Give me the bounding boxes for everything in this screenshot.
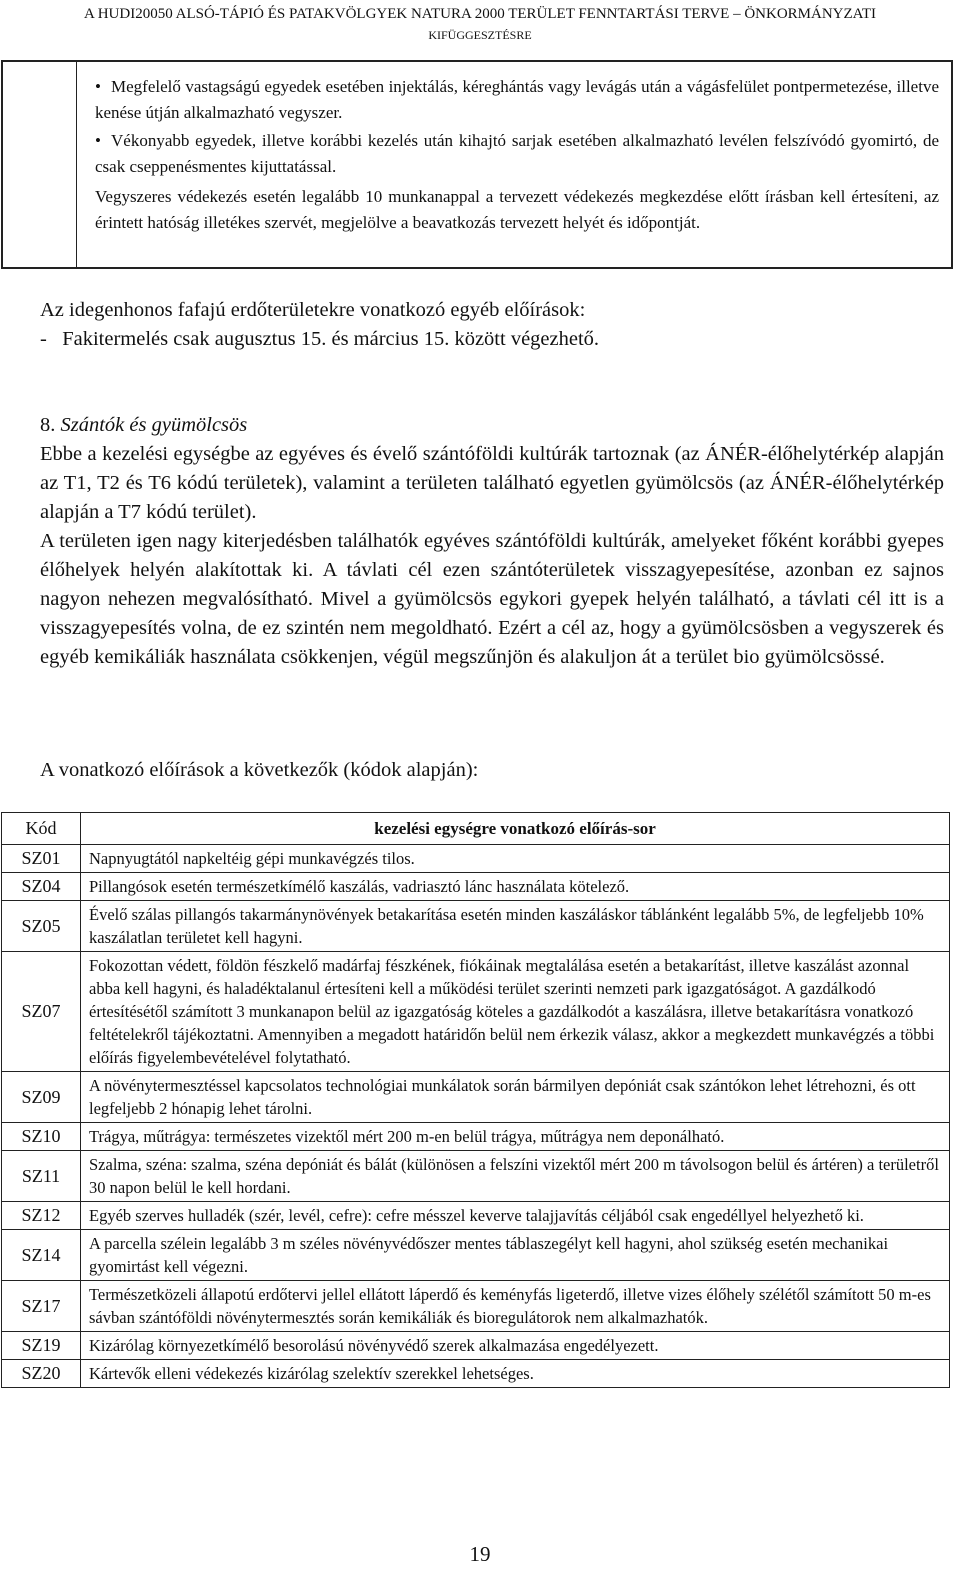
rule-code: SZ14: [2, 1230, 81, 1281]
section-paragraph: Ebbe a kezelési egységbe az egyéves és évelő szántóföldi kultúrák tartoznak (az ÁNÉR-élőhelytérkép alapján az T1, T2 és T6 kódú területek), valamint a területen található egyetlen gyümölcsös (az ÁNÉR-élőhelytérkép alapján a T7 kódú terület).: [40, 443, 944, 523]
rule-code: SZ20: [2, 1360, 81, 1388]
bullet-icon: •: [95, 131, 101, 150]
section-number: 8.: [40, 414, 56, 436]
rule-text: Évelő szálas pillangós takarmánynövények betakarítása esetén minden kaszáláskor táblánként legalább 5%, de legfeljebb 10% kaszálatlan területet kell hagyni.: [81, 901, 950, 952]
header-subtitle: KIFÜGGESZTÉSRE: [428, 28, 532, 42]
header-description: kezelési egységre vonatkozó előírás-sor: [81, 813, 950, 845]
foreign-rules-item: - Fakitermelés csak augusztus 15. és március 15. között végezhető.: [40, 328, 600, 350]
rule-text: Természetközeli állapotú erdőtervi jellel ellátott láperdő és keményfás ligeterdő, illetve vizes élőhely szélétől számított 50 m-es sávban szántóföldi növénytermesztés során kemikáliák és bioregulátorok nem alkalmazhatók.: [81, 1281, 950, 1332]
notification-note: Vegyszeres védekezés esetén legalább 10 munkanappal a tervezett védekezés megkezdése előtt írásban kell értesíteni, az érintett hatóság illetékes szervét, megjelölve a beavatkozás tervezett helyét és időpontját.: [95, 187, 939, 232]
rule-code: SZ10: [2, 1123, 81, 1151]
table-row: [2, 1230, 950, 1281]
bullet-text: Vékonyabb egyedek, illetve korábbi kezelés után kihajtó sarjak esetében alkalmazható levélen felszívódó gyomirtó, de csak cseppenésmentes kijuttatással.: [95, 131, 939, 176]
table-row: [2, 1332, 950, 1360]
rule-code: SZ04: [2, 873, 81, 901]
rule-code: SZ01: [2, 845, 81, 873]
rule-code: SZ17: [2, 1281, 81, 1332]
rules-table: [1, 812, 950, 1388]
rule-text: Napnyugtától napkeltéig gépi munkavégzés tilos.: [81, 845, 950, 873]
table-row: [2, 1123, 950, 1151]
section-paragraph: A területen igen nagy kiterjedésben találhatók egyéves szántóföldi kultúrák, amelyeket főként korábbi gyepes élőhelyek helyén alakítottak ki. A távlati cél ezen szántóterületek visszagyepesítése, azonban ez sajnos nagyon nehezen megvalósítható. Mivel a gyümölcsös egykori gyepek helyén található, a távlati cél itt is a visszagyepesítés volna, de ez szintén nem megoldható. Ezért a cél az, hogy a gyümölcsösben a vegyszerek és egyéb kemikáliák használata csökkenjen, végül megszűnjön és alakuljon át a terület bio gyümölcsössé.: [40, 530, 944, 668]
table-header-row: [2, 813, 950, 845]
page-number: 19: [469, 1542, 491, 1566]
foreign-rules-title: Az idegenhonos fafajú erdőterületekre vonatkozó egyéb előírások:: [40, 299, 586, 321]
rule-text: A növénytermesztéssel kapcsolatos technológiai munkálatok során bármilyen depóniát csak szántókon lehet létrehozni, és ott legfeljebb 2 hónapig lehet tárolni.: [81, 1072, 950, 1123]
rule-text: Fokozottan védett, földön fészkelő madárfaj fészkének, fiókáinak megtalálása esetén a betakarítást, illetve kaszálást azonnal abba kell hagyni, és haladéktalanul értesíteni kell a működési terület szerinti nemzeti park igazgatóságot. A gazdálkodó értesítésétől számított 3 munkanapon belül az igazgatóság köteles a gazdálkodót a kaszálásra, illetve betakarításra vonatkozó feltételekről tájékoztatni. Amennyiben a megadott határidőn belül nem érkezik válasz, akkor a megkezdett munkavégzés a többi előírás figyelembevételével folytatható.: [81, 952, 950, 1072]
bullet-item: [95, 74, 939, 126]
section-heading: [40, 411, 944, 440]
table-row: [2, 1202, 950, 1230]
table-row: [2, 1360, 950, 1388]
table-row: [2, 845, 950, 873]
box-divider: [76, 62, 77, 267]
section-8: [40, 411, 944, 672]
bullet-text: Megfelelő vastagságú egyedek esetében injektálás, kéreghántás vagy levágás után a vágásfelület pontpermetezése, illetve kenése útján alkalmazható vegyszer.: [95, 77, 939, 122]
rule-text: Pillangósok esetén természetkímélő kaszálás, vadriasztó lánc használata kötelező.: [81, 873, 950, 901]
rule-code: SZ05: [2, 901, 81, 952]
rules-body: [2, 845, 950, 1388]
table-row: [2, 901, 950, 952]
table-row: [2, 1072, 950, 1123]
table-row: [2, 952, 950, 1072]
rule-text: Szalma, széna: szalma, széna depóniát és bálát (különösen a felszíni vizektől mért 200 m távolsogon belül és ártéren) a területről 30 napon belül le kell hordani.: [81, 1151, 950, 1202]
header-title: A HUDI20050 ALSÓ-TÁPIÓ ÉS PATAKVÖLGYEK NATURA 2000 TERÜLET FENNTARTÁSI TERVE – ÖNKORMÁNYZATI: [83, 6, 877, 22]
table-row: [2, 1151, 950, 1202]
rule-text: Trágya, műtrágya: természetes vizektől mért 200 m-en belül trágya, műtrágya nem deponálható.: [81, 1123, 950, 1151]
rule-code: SZ12: [2, 1202, 81, 1230]
rule-code: SZ19: [2, 1332, 81, 1360]
table-row: [2, 873, 950, 901]
rule-code: SZ09: [2, 1072, 81, 1123]
foreign-species-rules: [40, 296, 944, 354]
chemical-control-box: [1, 60, 953, 269]
bullet-icon: •: [95, 77, 101, 96]
rules-intro: A vonatkozó előírások a következők (kódok alapján):: [40, 759, 479, 781]
table-row: [2, 1281, 950, 1332]
rule-text: Egyéb szerves hulladék (szér, levél, cefre): cefre mésszel keverve talajjavítás céljából csak engedéllyel helyezhető ki.: [81, 1202, 950, 1230]
bullet-item: [95, 128, 939, 180]
rule-code: SZ07: [2, 952, 81, 1072]
rule-text: Kizárólag környezetkímélő besorolású növényvédő szerek alkalmazása engedélyezett.: [81, 1332, 950, 1360]
rule-text: A parcella szélein legalább 3 m széles növényvédőszer mentes táblaszegélyt kell hagyni, ahol szükség esetén mechanikai gyomirtást kell végezni.: [81, 1230, 950, 1281]
page-header: [0, 4, 960, 46]
box-content: [95, 74, 939, 236]
rule-code: SZ11: [2, 1151, 81, 1202]
rule-text: Kártevők elleni védekezés kizárólag szelektív szerekkel lehetséges.: [81, 1360, 950, 1388]
header-code: Kód: [2, 813, 81, 845]
section-title: Szántók és gyümölcsös: [60, 414, 248, 436]
